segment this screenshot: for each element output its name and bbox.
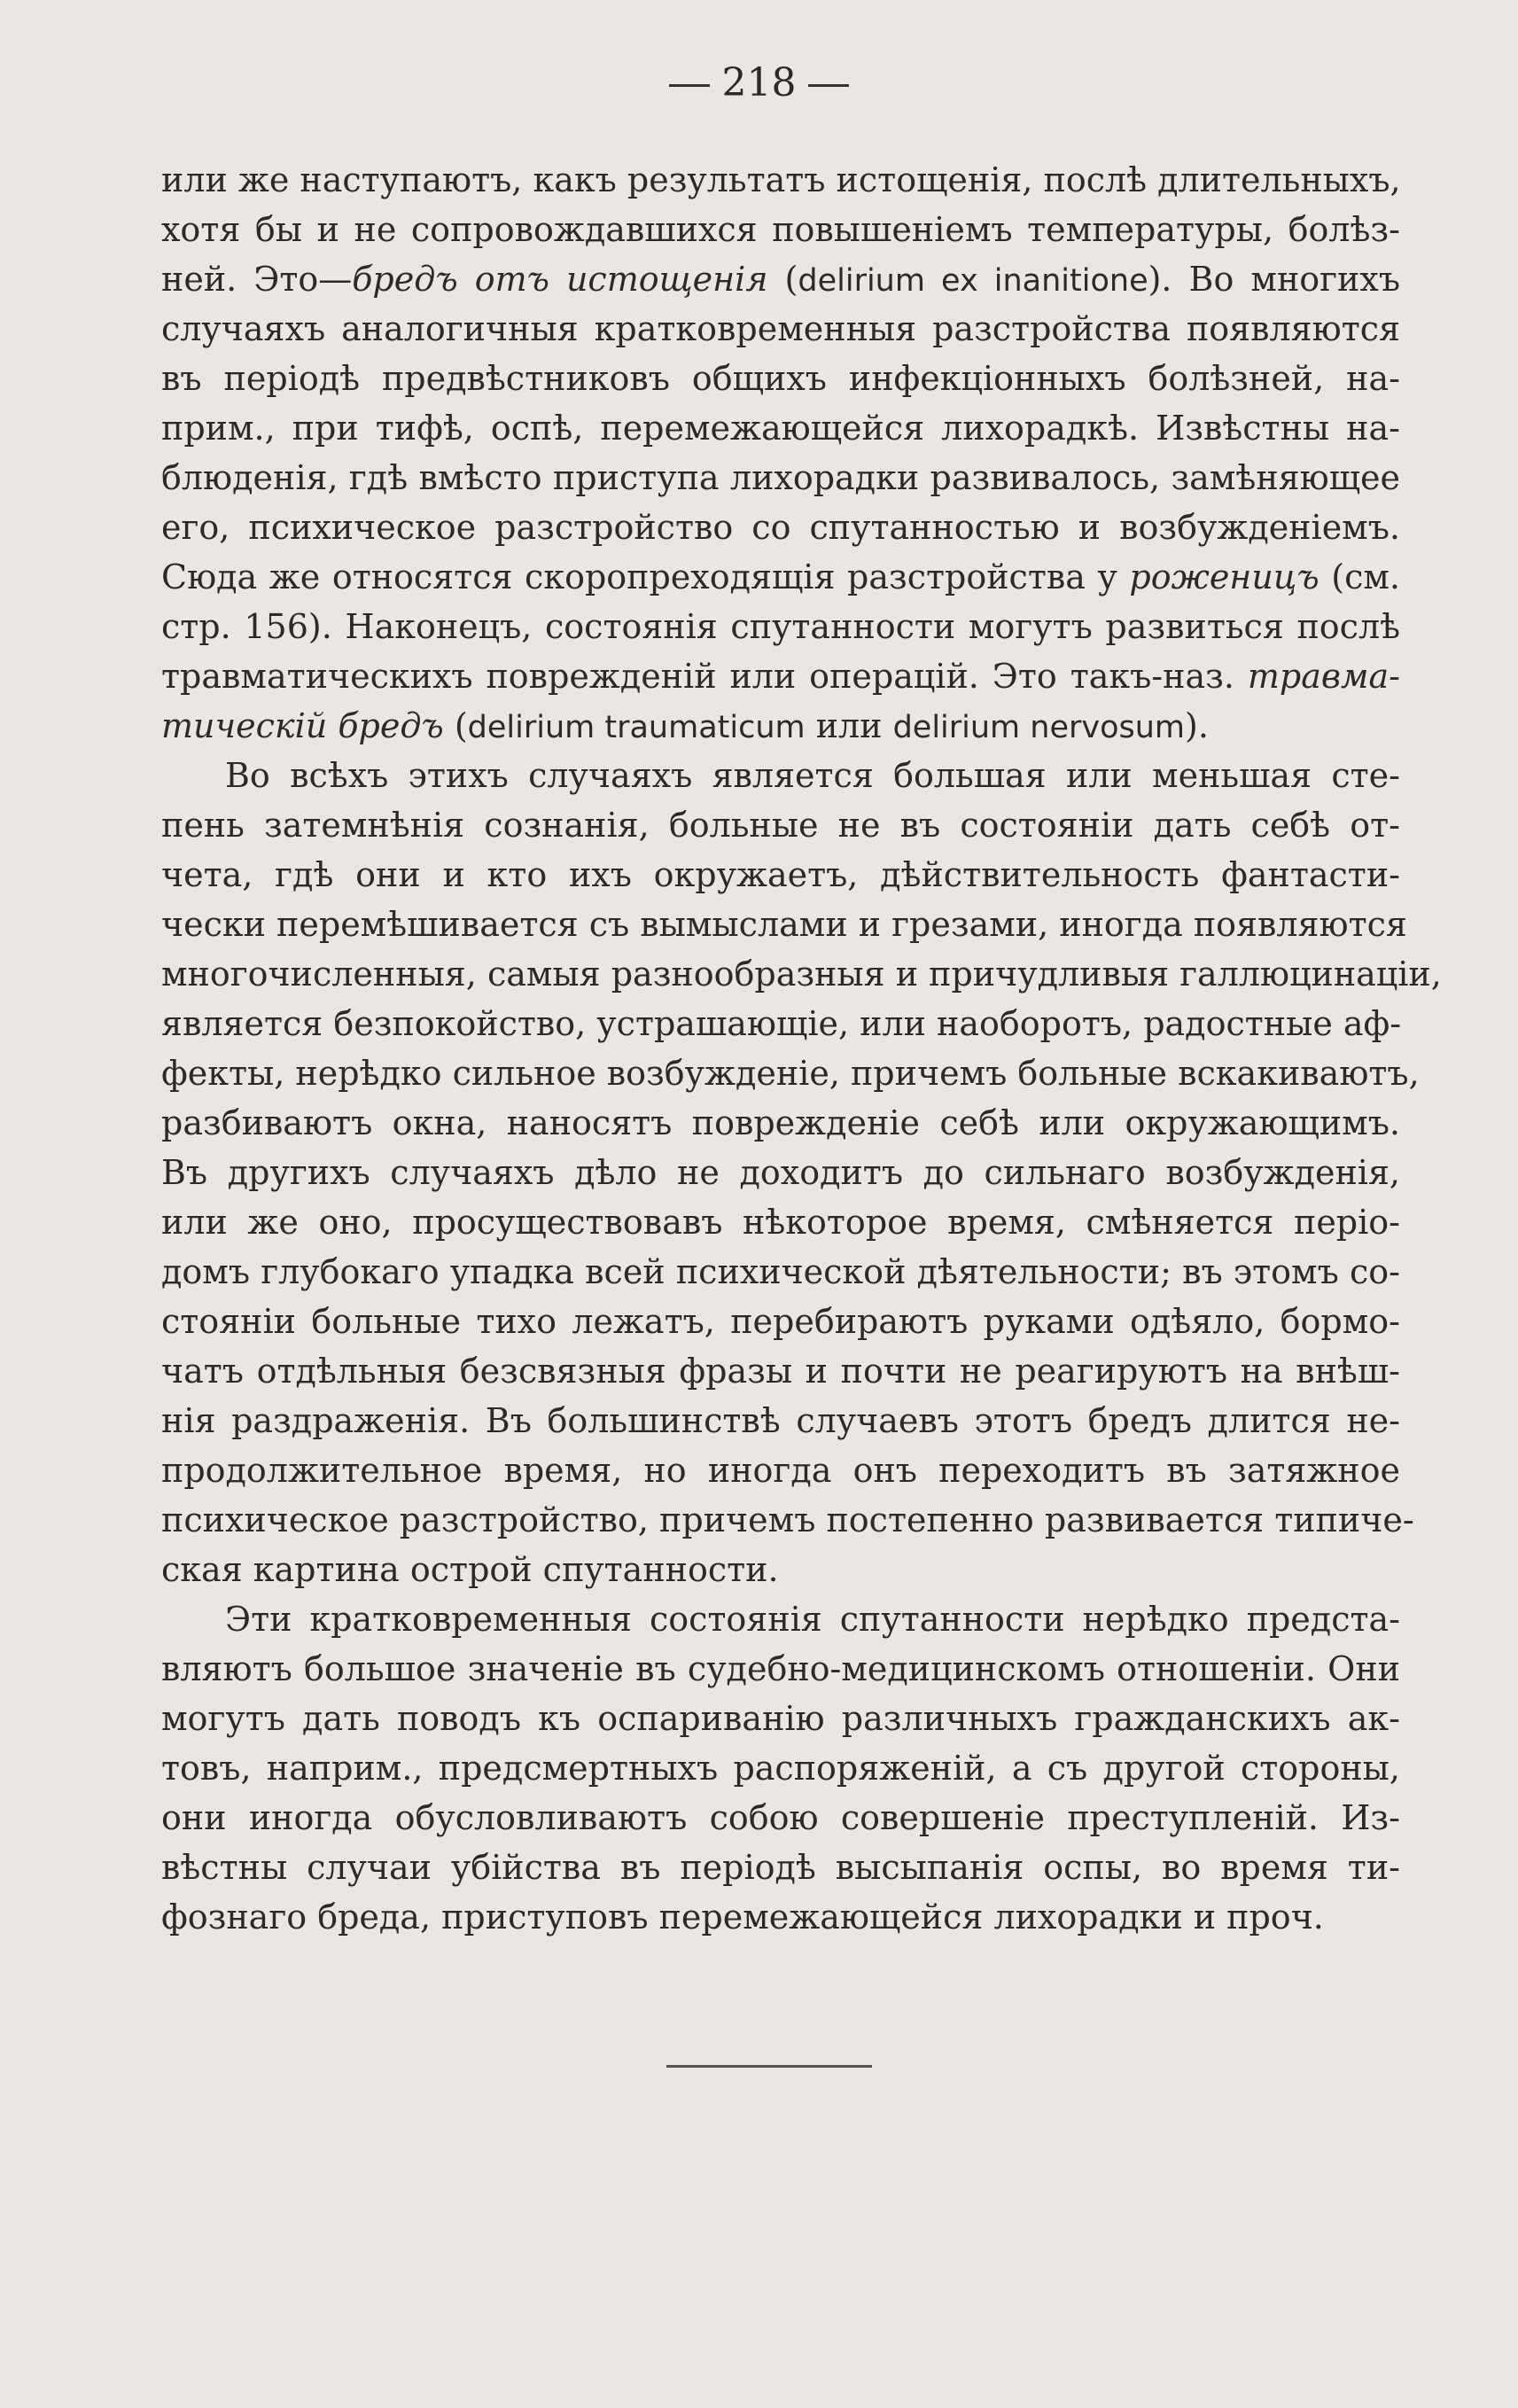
text-run: ( (443, 706, 468, 745)
paragraph (161, 751, 1442, 1594)
text-run: ская картина острой спутанности. (161, 1550, 779, 1589)
text-run: домъ глубокаго упадка всей психической дѣятельности; въ этомъ со- (161, 1252, 1400, 1291)
text-line (161, 503, 1400, 552)
text-line (161, 155, 1400, 205)
text-line (161, 800, 1400, 850)
text-run: стр. 156). Наконецъ, состоянія спутанности могутъ развиться послѣ (161, 607, 1400, 646)
text-line (161, 205, 1400, 254)
text-run: разбиваютъ окна, наносятъ поврежденіе себѣ или окружающимъ. (161, 1103, 1400, 1142)
latin-term: delirium traumaticum (467, 710, 806, 745)
text-run: психическое разстройство, причемъ постепенно развивается типиче- (161, 1500, 1414, 1539)
italic-term: роженицъ (1129, 557, 1319, 596)
text-run: ( (767, 260, 798, 299)
text-line (161, 1446, 1400, 1495)
italic-term: травма- (1247, 657, 1400, 696)
text-line (161, 850, 1400, 900)
text-run: блюденія, гдѣ вмѣсто приступа лихорадки развивалось, замѣняющее (161, 458, 1400, 497)
text-run: фознаго бреда, приступовъ перемежающейся лихорадки и проч. (161, 1898, 1324, 1937)
text-line (161, 949, 1442, 999)
text-run: или же наступаютъ, какъ результатъ истощенія, послѣ длительныхъ, (161, 160, 1401, 199)
paragraph (161, 1594, 1400, 1942)
text-line (161, 1346, 1400, 1396)
text-line (161, 254, 1400, 304)
text-line (161, 304, 1400, 354)
text-run: Сюда же относятся скоропреходящія разстройства у (161, 557, 1130, 596)
text-run: или (805, 706, 893, 745)
text-run: (см. (1319, 557, 1400, 596)
text-line (161, 701, 1400, 751)
text-run: въ періодѣ предвѣстниковъ общихъ инфекціонныхъ болѣзней, на- (161, 359, 1400, 398)
text-line (161, 1694, 1400, 1743)
text-line (161, 453, 1400, 503)
text-line (161, 1297, 1400, 1346)
text-line (161, 1545, 1400, 1594)
text-line (161, 1644, 1400, 1694)
text-run: Во всѣхъ этихъ случаяхъ является большая или меньшая сте- (225, 756, 1400, 795)
text-line (161, 1098, 1400, 1148)
text-line (161, 1843, 1400, 1892)
text-run: ). Во многихъ (1148, 260, 1400, 299)
page-number-dash-right (808, 84, 849, 87)
text-run: Эти кратковременныя состоянія спутанности нерѣдко предста- (225, 1600, 1400, 1639)
text-line (161, 602, 1400, 651)
text-line (161, 1247, 1400, 1297)
text-run: является безпокойство, устрашающіе, или наоборотъ, радостные аф- (161, 1004, 1402, 1043)
text-line (161, 651, 1400, 701)
text-run: вѣстны случаи убійства въ періодѣ высыпанія оспы, во время ти- (161, 1848, 1400, 1887)
text-run: пень затемнѣнія сознанія, больные не въ состояніи дать себѣ от- (161, 806, 1400, 845)
italic-term: бредъ отъ истощенія (352, 260, 768, 299)
text-run: Въ другихъ случаяхъ дѣло не доходитъ до сильнаго возбужденія, (161, 1153, 1400, 1192)
text-line (161, 552, 1400, 602)
text-run: они иногда обусловливаютъ собою совершеніе преступленій. Из- (161, 1798, 1400, 1837)
text-run: его, психическое разстройство со спутанностью и возбужденіемъ. (161, 508, 1400, 547)
text-run: или же оно, просуществовавъ нѣкоторое время, смѣняется періо- (161, 1203, 1400, 1242)
text-run: чатъ отдѣльныя безсвязныя фразы и почти не реагируютъ на внѣш- (161, 1352, 1400, 1391)
text-line (161, 1048, 1420, 1098)
text-run: фекты, нерѣдко сильное возбужденіе, причемъ больные вскакиваютъ, (161, 1054, 1420, 1093)
page-number-dash-left (669, 84, 710, 87)
text-run: могутъ дать поводъ къ оспариванію различныхъ гражданскихъ ак- (161, 1699, 1400, 1738)
text-run: чета, гдѣ они и кто ихъ окружаетъ, дѣйствительность фантасти- (161, 855, 1400, 894)
text-line (161, 1594, 1400, 1644)
text-run: чески перемѣшивается съ вымыслами и грезами, иногда появляются (161, 905, 1407, 944)
text-line (161, 1197, 1400, 1247)
text-run: нія раздраженія. Въ большинствѣ случаевъ этотъ бредъ длится не- (161, 1401, 1400, 1440)
text-run: травматическихъ поврежденій или операцій. Это такъ-наз. (161, 657, 1248, 696)
paragraph (161, 155, 1400, 751)
text-run: ). (1185, 706, 1209, 745)
text-line (161, 1892, 1400, 1942)
text-run: хотя бы и не сопровождавшихся повышеніемъ температуры, болѣз- (161, 210, 1400, 249)
text-line (161, 403, 1400, 453)
latin-term: delirium ex inanitione (798, 263, 1148, 299)
text-line (161, 1793, 1400, 1843)
text-run: вляютъ большое значеніе въ судебно-медицинскомъ отношеніи. Они (161, 1649, 1400, 1688)
text-run: стояніи больные тихо лежатъ, перебираютъ руками одѣяло, бормо- (161, 1302, 1400, 1341)
text-line (161, 1743, 1400, 1793)
text-line (161, 1148, 1400, 1197)
text-line (161, 751, 1400, 800)
text-run: продолжительное время, но иногда онъ переходитъ въ затяжное (161, 1451, 1400, 1490)
text-run: прим., при тифѣ, оспѣ, перемежающейся лихорадкѣ. Извѣстны на- (161, 409, 1400, 448)
italic-term: тическій бредъ (161, 706, 444, 745)
text-body (161, 155, 1442, 1942)
page-number (0, 57, 1518, 110)
text-line (161, 354, 1400, 403)
latin-term: delirium nervosum (892, 710, 1186, 745)
text-run: товъ, наприм., предсмертныхъ распоряженій, а съ другой стороны, (161, 1749, 1400, 1788)
text-line (161, 1495, 1414, 1545)
text-line (161, 900, 1407, 949)
text-line (161, 1396, 1400, 1446)
page-number-value: 218 (721, 60, 797, 105)
text-run: ней. Это— (161, 260, 353, 299)
bottom-rule (666, 2065, 872, 2068)
text-run: многочисленныя, самыя разнообразныя и причудливыя галлюцинаціи, (161, 955, 1442, 994)
text-line (161, 999, 1400, 1048)
text-run: случаяхъ аналогичныя кратковременныя разстройства появляются (161, 309, 1400, 348)
